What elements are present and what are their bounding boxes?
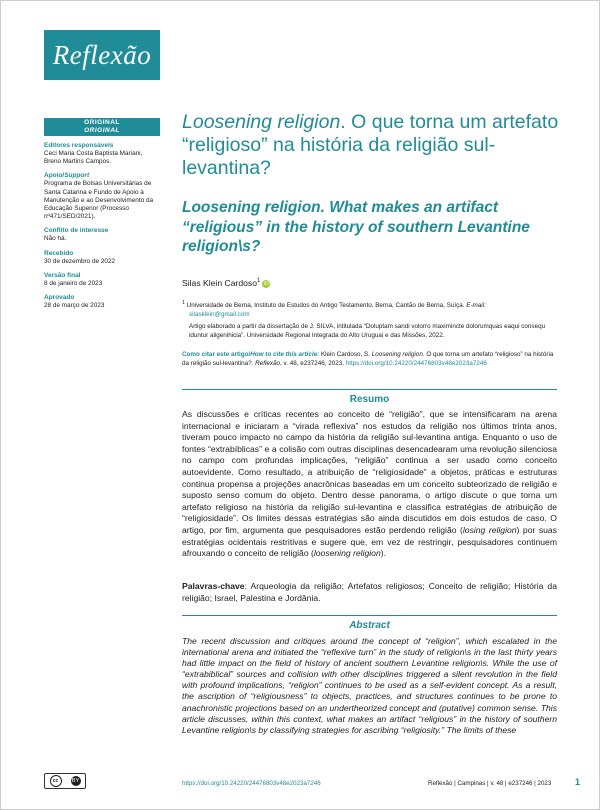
divider-resumo bbox=[182, 389, 557, 390]
conflict-value: Não há. bbox=[44, 235, 67, 243]
resumo-text bbox=[182, 409, 557, 560]
resumo-heading: Resumo bbox=[349, 394, 390, 405]
section-tag bbox=[44, 118, 160, 136]
title-english: Loosening religion. What makes an artifact “religious” in the history of southern Levantine religion\s? bbox=[182, 199, 530, 255]
journal-logo[interactable] bbox=[44, 30, 160, 80]
cite-doi-link[interactable]: https://doi.org/10.24220/24476803v48e2023a7246 bbox=[345, 359, 487, 367]
resumo-text-c: ). bbox=[380, 548, 386, 559]
resumo-text-a: As discussões e críticas recentes ao conceito de “religião”, que se intensificaram na arena internacional e iniciaram a “virada reflexiva” nos estudos da religião nos últimos trinta anos, tiveram pouco impacto no campo da história da religião sul-levantina antiga. Enquanto o uso de fontes “extrabíblicas” e a colisão com outras disciplinas desencadearam uma revolução silenciosa no campo com profundas implicações, “religião” continua a ser usado como conceito autoevidente. Como resultado, a atribuição de “religiosidade” a objetos, práticas e estruturas continua propensa a projeções anacrônicas baseadas em um conceito subteorizado de religião e suposto senso comum do objeto. Dentro desse panorama, o artigo discute o que torna um artefato religioso na história da religião sul-levantina e classifica estratégias de atribuição de “religiosidade”. Os limites dessas estratégias são ainda discutidos em dois estudos de caso. O artigo, por fim, argumenta que pesquisadores estão perdendo religião ( bbox=[182, 409, 557, 535]
affiliation bbox=[182, 299, 557, 319]
title-portuguese bbox=[182, 111, 562, 180]
orcid-icon[interactable]: iD bbox=[263, 280, 269, 287]
section-tag-en: ORIGINAL bbox=[84, 127, 120, 134]
article-info-sidebar bbox=[44, 118, 160, 310]
author-email-link[interactable]: silasklein@gmail.com bbox=[189, 310, 250, 318]
divider-abstract bbox=[182, 615, 557, 616]
section-tag-pt: ORIGINAL bbox=[84, 119, 120, 126]
author-superscript: 1 bbox=[257, 278, 261, 285]
cite-text-c: , v. 48, e237246, 2023. bbox=[280, 359, 344, 367]
footer-journal-info: Reflexão | Campinas | v. 48 | e237246 | 2023 bbox=[428, 780, 552, 787]
resumo-text-italic-2: loosening religion bbox=[313, 548, 381, 559]
cite-label-en: How to cite this article bbox=[250, 351, 318, 358]
title-pt-rest: . O que torna um artefato “religioso” na história da religião sul-levantina? bbox=[182, 111, 559, 179]
support-label bbox=[44, 172, 160, 180]
keywords-value: : Arqueologia da religião; Artefatos religiosos; Conceito de religião; História da religião; Israel, Palestina e Jordânia. bbox=[182, 581, 557, 603]
cc-license-badge[interactable] bbox=[44, 773, 86, 789]
cite-title-italic: Loosening religion bbox=[371, 351, 423, 358]
resumo-text-italic-1: losing religion bbox=[462, 524, 517, 535]
affiliation-text: Universidade de Berna, Instituto de Estudos do Antigo Testamento. Berna, Cantão de Berna, Suíça. bbox=[186, 302, 465, 310]
article-note: Artigo elaborado a partir da dissertação de J. SILVA, intitulada “Doluptam sandi volorro maximincte dolorumquas eaqui consequ iduntur aligenihicia”. Universidade Regional Integrada do Alto Uruguai e das Missões, 2022. bbox=[189, 323, 546, 339]
affiliation-block bbox=[182, 299, 557, 344]
received-value: 30 de dezembro de 2022 bbox=[44, 257, 116, 265]
footer-doi-link[interactable]: https://doi.org/10.24220/24476803v48e2023a7246 bbox=[182, 780, 321, 787]
cc-icon: cc bbox=[50, 775, 62, 787]
editors-value: Ceci Maria Costa Baptista Mariani, Breno Martins Campos. bbox=[44, 150, 143, 166]
author-line bbox=[182, 278, 270, 288]
editors-label: Editores responsáveis bbox=[44, 142, 114, 149]
abstract-text: The recent discussion and critiques around the concept of “religion”, which escalated in the international arena and initiated the “reflexive turn” in the study of religion\s in the last thirty years had little impact on the field of history of ancient southern Levantine religion\s. While the use of “extrabiblical” sources and collision with other disciplines triggered a silent revolution in the field with profound implications, “religion” continues to be used as a self-evident concept. As a result, the ascription of “religiousness” to objects, practices, and structures continues to be prone to anachronistic projections based on an undertheorized concept and (putative) common sense. This article discusses, within this context, what makes an artifact “religious” in the history of southern Levantine religion\s by classifying strategies for ascribing “religiosity.” The limits of these bbox=[182, 636, 557, 735]
approved-label: Aprovado bbox=[44, 294, 75, 302]
cite-label: Como citar este artigo/How to cite this article: bbox=[182, 351, 320, 358]
approved-value: 28 de março de 2023 bbox=[44, 302, 105, 310]
support-label-en: Support bbox=[64, 172, 90, 180]
page-number: 1 bbox=[575, 777, 581, 787]
cite-journal: Reflexão bbox=[255, 359, 281, 367]
keywords-label: Palavras-chave bbox=[182, 581, 245, 591]
final-version-value: 8 de janeiro de 2023 bbox=[44, 279, 103, 287]
support-label-pt: Apoio/ bbox=[44, 172, 65, 180]
cc-by-icon: BY bbox=[71, 778, 80, 784]
email-label: E-mail: bbox=[466, 302, 486, 310]
cite-text-b: . O que torna um artefato “religioso” na história da religião sul-levantina?. bbox=[182, 351, 554, 367]
how-to-cite bbox=[182, 351, 557, 368]
received-label: Recebido bbox=[44, 249, 74, 257]
affiliation-superscript: 1 bbox=[182, 300, 185, 306]
keywords bbox=[182, 581, 557, 604]
journal-logo-text: Reflexão bbox=[52, 39, 152, 70]
final-version-label: Versão final bbox=[44, 271, 81, 279]
cite-label-pt: Como citar este artigo/ bbox=[182, 351, 251, 358]
conflict-label: Conflito de interesse bbox=[44, 227, 109, 235]
support-value: Programa de Bolsas Universitárias de Santa Catarina e Fundo de Apoio à Manutenção e ao Desenvolvimento da Educação Superior (Processo nº471/SED/2021). bbox=[44, 180, 154, 221]
abstract-heading: Abstract bbox=[349, 620, 390, 631]
resumo-text-b: ) por suas estratégias ocidentais restritivas e sugere que, em vez de restringir, pesquisadores continuem afrouxando o conceito de religião ( bbox=[182, 524, 557, 559]
author-name: Silas Klein Cardoso bbox=[182, 278, 257, 288]
cite-text-a: Klein Cardoso, S. bbox=[320, 351, 370, 358]
title-pt-italic: Loosening religion bbox=[182, 111, 341, 133]
